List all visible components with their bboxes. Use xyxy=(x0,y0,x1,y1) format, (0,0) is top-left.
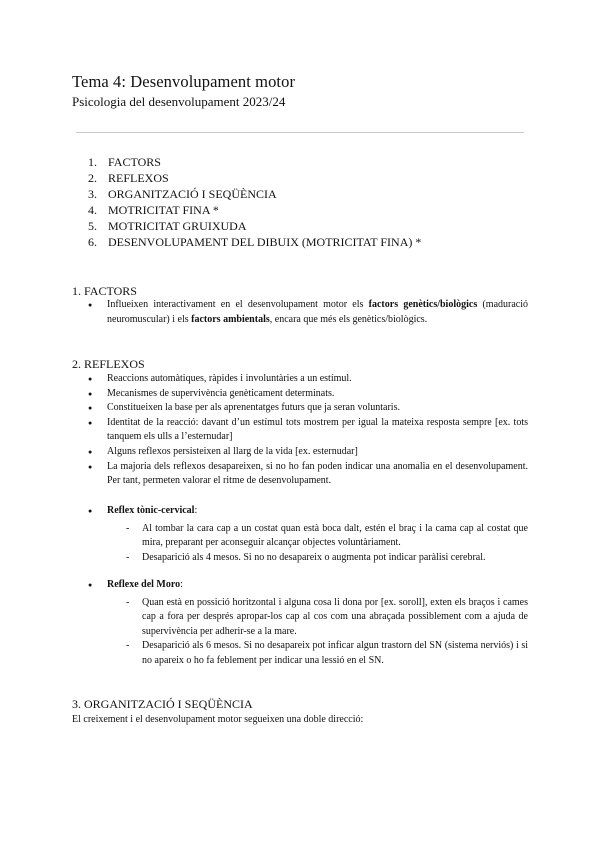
toc-item: 2. REFLEXOS xyxy=(88,171,169,185)
list-item: ● Constitueixen la base per als aprenentatges futurs que ja seran voluntaris. xyxy=(88,401,528,416)
horizontal-divider xyxy=(76,132,524,133)
toc-item: 1. FACTORS xyxy=(88,155,161,169)
reflexos-list xyxy=(88,372,528,489)
list-item: ● La majoria dels reflexos desapareixen, si no ho fan poden indicar una anomalia en el desenvolupament. Per tant, permeten valorar el ritme de desenvolupament. xyxy=(88,460,528,489)
toc-item: 4. MOTRICITAT FINA * xyxy=(88,203,219,217)
list-item: ● Alguns reflexos persisteixen al llarg de la vida [ex. esternudar] xyxy=(88,445,528,460)
reflex-moro xyxy=(88,578,528,669)
sub-list-item: - Desaparició als 4 mesos. Si no no desapareix o augmenta pot indicar paràlisi cerebral. xyxy=(126,551,528,566)
section-heading-organitzacio: 3. ORGANITZACIÓ I SEQÜÈNCIA xyxy=(72,697,253,711)
section-intro-text: El creixement i el desenvolupament motor segueixen una doble direcció: xyxy=(72,714,364,725)
toc-item: 3. ORGANITZACIÓ I SEQÜÈNCIA xyxy=(88,187,277,201)
toc-item: 5. MOTRICITAT GRUIXUDA xyxy=(88,219,247,233)
sub-list xyxy=(107,596,528,669)
list-item: ● Mecanismes de supervivència genèticament determinats. xyxy=(88,387,528,402)
sub-list-item: - Al tombar la cara cap a un costat quan està boca dalt, estén el braç i la cama cap al costat que mira, preparant per aconseguir alcançar objectes voluntàriament. xyxy=(126,522,528,551)
list-item: ● Reaccions automàtiques, ràpides i involuntàries a un estímul. xyxy=(88,372,528,387)
toc-item: 6. DESENVOLUPAMENT DEL DIBUIX (MOTRICITAT FINA) * xyxy=(88,235,422,249)
list-item: ● Reflexe del Moro: - Quan està en possició horitzontal i alguna cosa li dona por [ex. soroll], exten els braços i cames cap a fora per després apropar-los cap al cos com una abraçada possiblement com a ajuda de supervivència per adherir-se a la mare. - Desaparició als 6 mesos. Si no desapareix pot inficar algun trastorn del SN (sistema nerviós) i si no apareix o ho fa feblement per indicar una lessió en el SN. xyxy=(88,578,528,669)
section-heading-reflexos: 2. REFLEXOS xyxy=(72,357,145,371)
document-title: Tema 4: Desenvolupament motor xyxy=(72,72,296,91)
list-item: ● Reflex tònic-cervical: - Al tombar la cara cap a un costat quan està boca dalt, estén el braç i la cama cap al costat que mira, preparant per aconseguir alcançar objectes voluntàriament. - Desaparició als 4 mesos. Si no no desapareix o augmenta pot indicar paràlisi cerebral. xyxy=(88,504,528,565)
factors-list xyxy=(88,298,528,327)
reflex-tonic-cervical xyxy=(88,504,528,565)
sub-list xyxy=(107,522,528,566)
list-item: ● Influeixen interactivament en el desenvolupament motor els factors genètics/biològics (maduració neuromuscular) i els factors ambientals, encara que més els genètics/biològics. xyxy=(88,298,528,327)
table-of-contents xyxy=(88,154,421,250)
document-subtitle: Psicologia del desenvolupament 2023/24 xyxy=(72,94,286,109)
list-item: ● Identitat de la reacció: davant d’un estímul tots mostrem per igual la mateixa resposta sempre [ex. tots tanquem els ulls a l’esternudar] xyxy=(88,416,528,445)
sub-list-item: - Desaparició als 6 mesos. Si no desapareix pot inficar algun trastorn del SN (sistema nerviós) i si no apareix o ho fa feblement per indicar una lessió en el SN. xyxy=(126,639,528,668)
section-heading-factors: 1. FACTORS xyxy=(72,284,137,298)
sub-list-item: - Quan està en possició horitzontal i alguna cosa li dona por [ex. soroll], exten els braços i cames cap a fora per després apropar-los cap al cos com una abraçada possiblement com a ajuda de supervivència per adherir-se a la mare. xyxy=(126,596,528,640)
